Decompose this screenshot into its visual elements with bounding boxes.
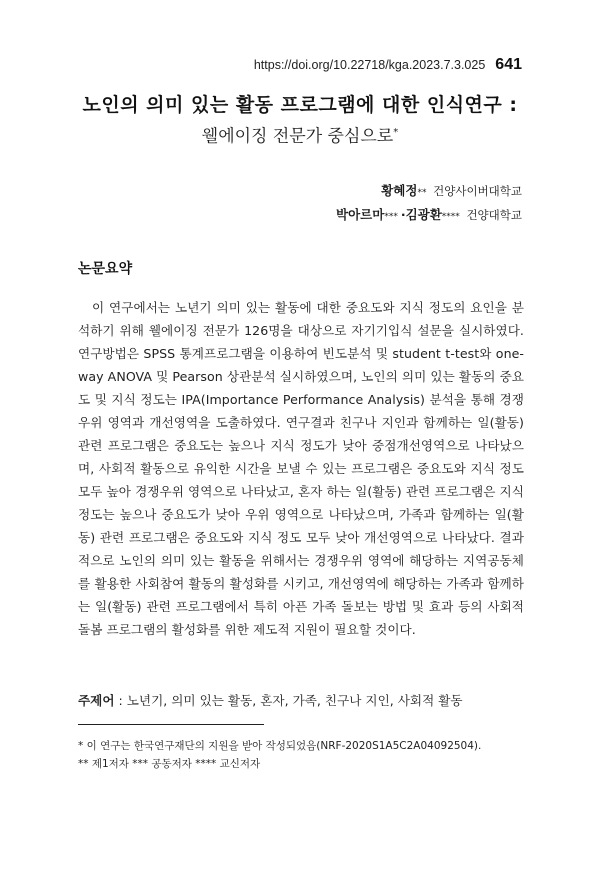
footnote-roles: ** 제1저자 *** 공동저자 **** 교신저자 [78,758,261,770]
title-funding-mark: * [393,127,399,138]
author-affiliation-1: 건양사이버대학교 [433,184,522,198]
footnote-funding: * 이 연구는 한국연구재단의 지원을 받아 작성되었음(NRF-2020S1A5C2A04092504). [78,740,482,752]
keywords-text: 노년기, 의미 있는 활동, 혼자, 가족, 친구나 지인, 사회적 활동 [126,693,463,708]
abstract-body: 이 연구에서는 노년기 의미 있는 활동에 대한 중요도와 지식 정도의 요인을 분석하기 위해 웰에이징 전문가 126명을 대상으로 자기기입식 설문을 실시하였다. 연구방법은 SPSS 통계프로그램을 이용하여 빈도분석 및 student t-test와 one-way ANOVA 및 Pearson 상관분석 실시하였으며, 노인의 의미 있는 활동의 중요도 및 지식 정도는 IPA(Importance Performance Analysis) 분석을 통해 경쟁우위 영역과 개선영역을 도출하였다. 연구결과 친구나 지인과 함께하는 일(활동) 관련 프로그램은 중요도는 높으나 지식 정도가 낮아 중점개선영역으로 나타났으며, 사회적 활동으로 유익한 시간을 보낼 수 있는 프로그램은 중요도와 지식 정도 모두 높아 경쟁우위 영역으로 나타났고, 혼자 하는 일(활동) 관련 프로그램은 지식 정도는 높으나 중요도가 낮아 우위 영역으로 나타났으며, 가족과 함께하는 일(활동) 관련 프로그램은 중요도와 지식 정도 모두 낮아 개선영역으로 나타났다. 결과적으로 노인의 의미 있는 활동을 위해서는 경쟁우위 영역에 해당하는 지역공동체를 활용한 사회참여 활동의 활성화를 시키고, 개선영역에 해당하는 가족과 함께하는 일(활동) 관련 프로그램에서 특히 아픈 가족 돌보는 방법 및 효과 등의 사회적 돌봄 프로그램의 활성화를 위한 제도적 지원이 필요할 것이다. [78,300,524,637]
author-name-3: 김광환 [405,207,442,222]
author-mark-1: ** [417,188,427,198]
page-header [254,56,522,74]
title-sub [0,120,600,150]
keywords-separator: : [114,693,127,708]
author-separator: · [400,207,406,222]
author-mark-2: *** [384,212,398,222]
author-block [336,180,522,228]
author-line-1 [336,180,522,204]
author-mark-3: **** [441,212,460,222]
keywords-label: 주제어 [78,693,115,708]
doi-link[interactable]: https://doi.org/10.22718/kga.2023.7.3.025 [253,58,486,72]
footnotes [78,737,538,773]
author-affiliation-2: 건양대학교 [466,208,522,222]
author-name-2: 박아르마 [336,207,385,222]
title-main: 노인의 의미 있는 활동 프로그램에 대한 인식연구 : [82,94,518,116]
keywords-line [78,690,524,709]
title-sub-text: 웰에이징 전문가 중심으로 [201,126,394,147]
page-number: 641 [495,56,522,73]
paper-title [0,92,600,150]
abstract-heading: 논문요약 [78,261,133,277]
footnote-divider [78,724,264,725]
author-name-1: 황혜정 [381,183,418,198]
author-line-2 [336,204,522,228]
